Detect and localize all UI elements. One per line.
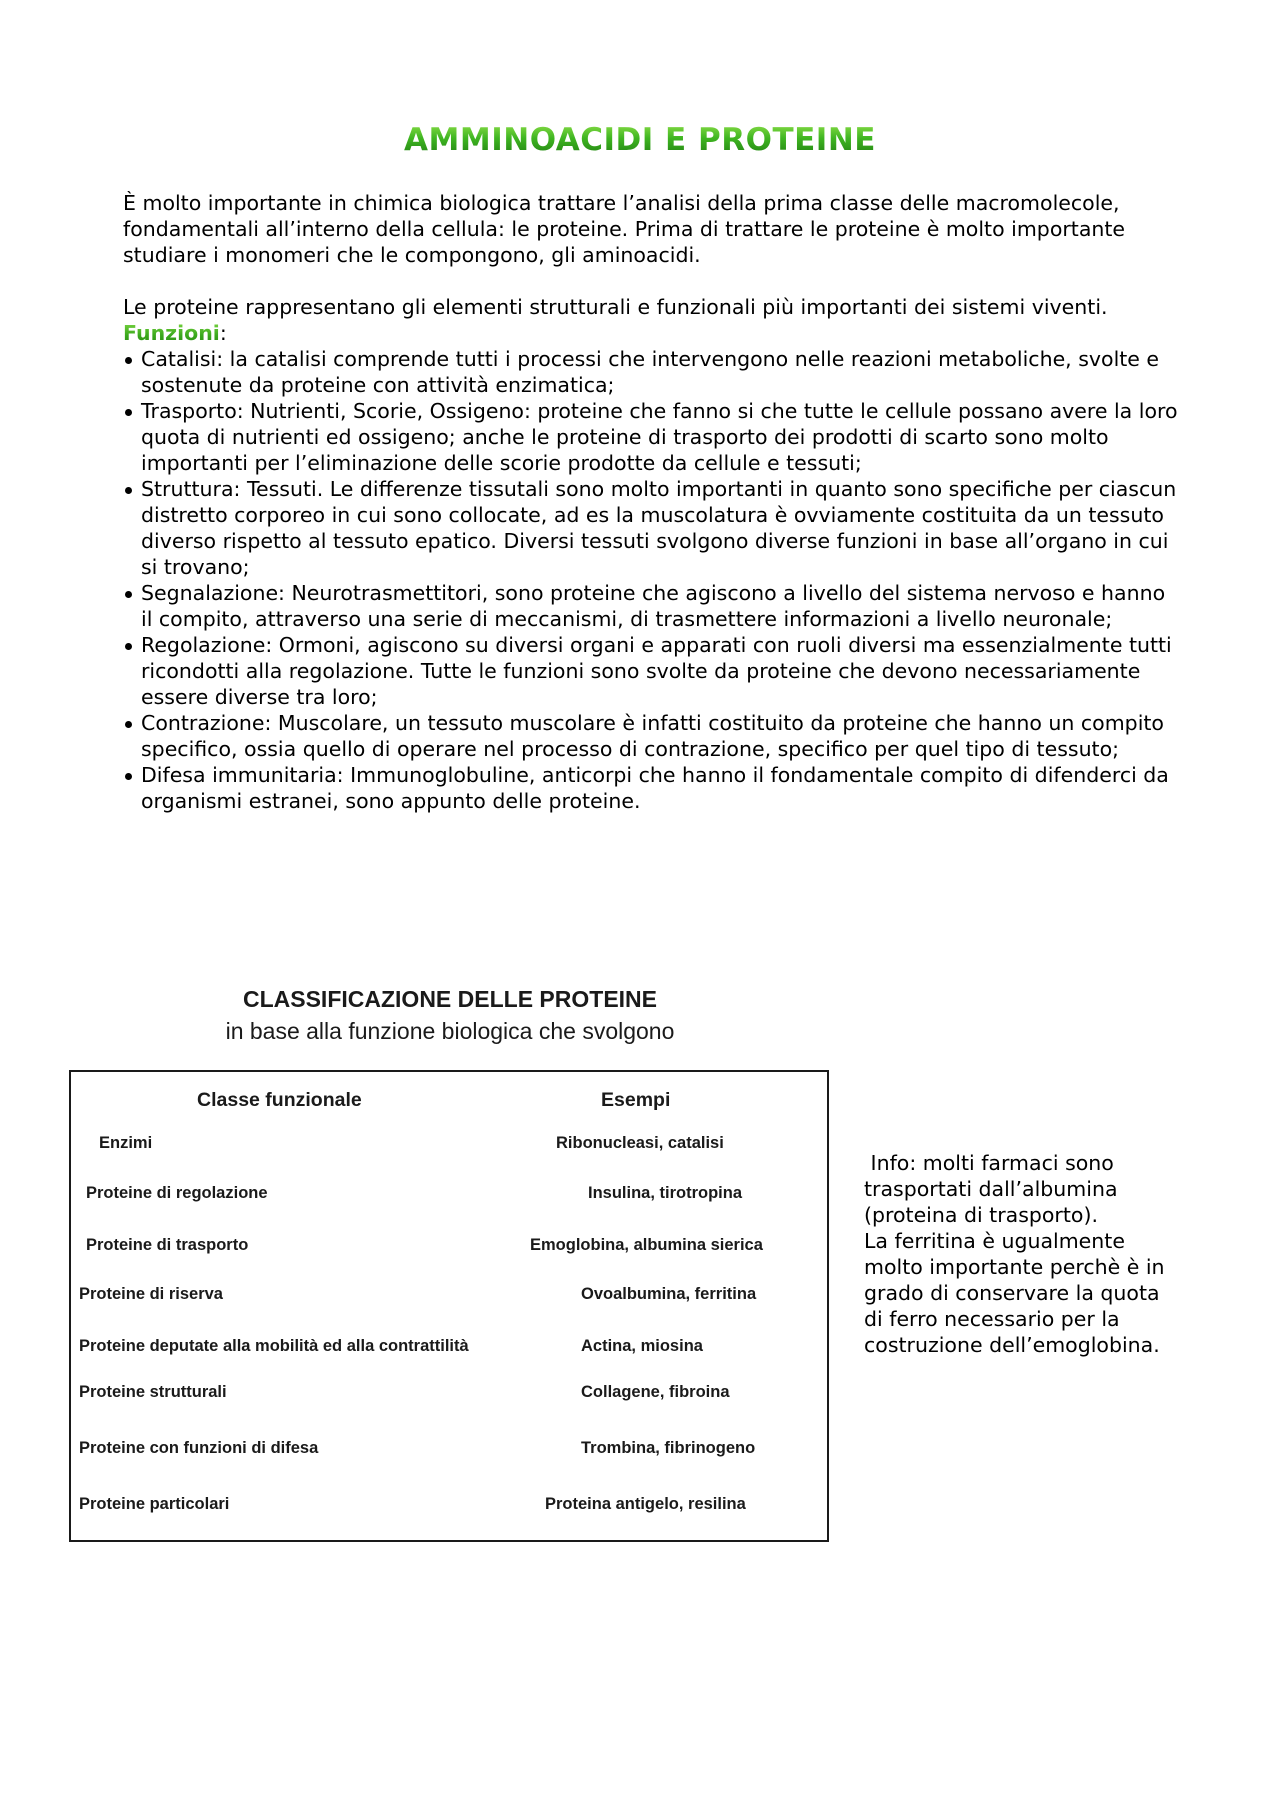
intro-paragraph: È molto importante in chimica biologica trattare l’analisi della prima classe delle macromolecole, fondamentali all’interno della cellula: le proteine. Prima di trattare le proteine è molto importante studiare i monomeri che le compongono, gli aminoacidi.	[123, 191, 1126, 267]
list-item	[123, 710, 1183, 762]
row-class: Proteine di riserva	[79, 1285, 223, 1303]
row-class: Proteine deputate alla mobilità ed alla contrattilità	[79, 1337, 469, 1355]
list-item	[123, 346, 1183, 398]
classification-title: CLASSIFICAZIONE DELLE PROTEINE	[242, 986, 658, 1012]
list-item	[123, 762, 1183, 814]
functions-colon: :	[219, 321, 227, 345]
functions-list	[123, 346, 1183, 814]
row-class: Enzimi	[99, 1134, 153, 1152]
row-class: Proteine particolari	[79, 1495, 230, 1513]
list-item	[123, 580, 1183, 632]
row-class: Proteine di trasporto	[86, 1236, 249, 1254]
row-example: Insulina, tirotropina	[588, 1184, 743, 1202]
row-example: Ovoalbumina, ferritina	[581, 1285, 757, 1303]
header-class: Classe funzionale	[197, 1089, 362, 1111]
list-item-text: Contrazione: Muscolare, un tessuto muscolare è infatti costituito da proteine che hanno un compito specifico, ossia quello di operare nel processo di contrazione, specifico per quel tipo di tessuto;	[141, 711, 1164, 761]
list-item	[123, 476, 1183, 580]
info-note	[864, 1150, 1184, 1358]
classification-table	[69, 1070, 829, 1542]
bullet-icon	[125, 357, 132, 364]
row-example: Ribonucleasi, catalisi	[556, 1134, 724, 1152]
bullet-icon	[125, 773, 132, 780]
functions-label: Funzioni	[123, 321, 220, 345]
list-item-text: Difesa immunitaria: Immunoglobuline, anticorpi che hanno il fondamentale compito di difenderci da organismi estranei, sono appunto delle proteine.	[141, 763, 1169, 813]
bullet-icon	[125, 487, 132, 494]
page-title: AMMINOACIDI E PROTEINE	[0, 122, 1280, 158]
list-item-text: Segnalazione: Neurotrasmettitori, sono proteine che agiscono a livello del sistema nervoso e hanno il compito, attraverso una serie di meccanismi, di trasmettere informazioni a livello neuronale;	[141, 581, 1166, 631]
list-item	[123, 398, 1183, 476]
row-example: Trombina, fibrinogeno	[581, 1439, 756, 1457]
list-item	[123, 632, 1183, 710]
row-class: Proteine con funzioni di difesa	[79, 1439, 319, 1457]
info-text-1: Info: molti farmaci sono trasportati dall’albumina (proteina di trasporto).	[864, 1151, 1125, 1227]
row-class: Proteine di regolazione	[86, 1184, 268, 1202]
bullet-icon	[125, 721, 132, 728]
classification-subtitle: in base alla funzione biologica che svolgono	[225, 1018, 675, 1044]
info-text-2: La ferritina è ugualmente molto importante perchè è in grado di conservare la quota di ferro necessario per la costruzione dell’emoglobina.	[864, 1229, 1165, 1357]
functions-heading	[123, 320, 227, 346]
list-item-text: Catalisi: la catalisi comprende tutti i processi che intervengono nelle reazioni metaboliche, svolte e sostenute da proteine con attività enzimatica;	[141, 347, 1160, 397]
bullet-icon	[125, 591, 132, 598]
row-example: Proteina antigelo, resilina	[545, 1495, 746, 1513]
bullet-icon	[125, 409, 132, 416]
row-example: Collagene, fibroina	[581, 1383, 730, 1401]
row-example: Emoglobina, albumina sierica	[530, 1236, 763, 1254]
header-examples: Esempi	[601, 1089, 671, 1111]
list-item-text: Struttura: Tessuti. Le differenze tissutali sono molto importanti in quanto sono specifiche per ciascun distretto corporeo in cui sono collocate, ad es la muscolatura è ovviamente costituita da un tessuto diverso rispetto al tessuto epatico. Diversi tessuti svolgono diverse funzioni in base all’organo in cui si trovano;	[141, 477, 1177, 579]
intro-summary: Le proteine rappresentano gli elementi strutturali e funzionali più importanti dei sistemi viventi.	[123, 295, 1108, 319]
row-example: Actina, miosina	[581, 1337, 703, 1355]
row-class: Proteine strutturali	[79, 1383, 227, 1401]
bullet-icon	[125, 643, 132, 650]
list-item-text: Trasporto: Nutrienti, Scorie, Ossigeno: proteine che fanno si che tutte le cellule possano avere la loro quota di nutrienti ed ossigeno; anche le proteine di trasporto dei prodotti di scarto sono molto importanti per l’eliminazione delle scorie prodotte da cellule e tessuti;	[141, 399, 1178, 475]
list-item-text: Regolazione: Ormoni, agiscono su diversi organi e apparati con ruoli diversi ma essenzialmente tutti ricondotti alla regolazione. Tutte le funzioni sono svolte da proteine che devono necessariamente essere diverse tra loro;	[141, 633, 1172, 709]
